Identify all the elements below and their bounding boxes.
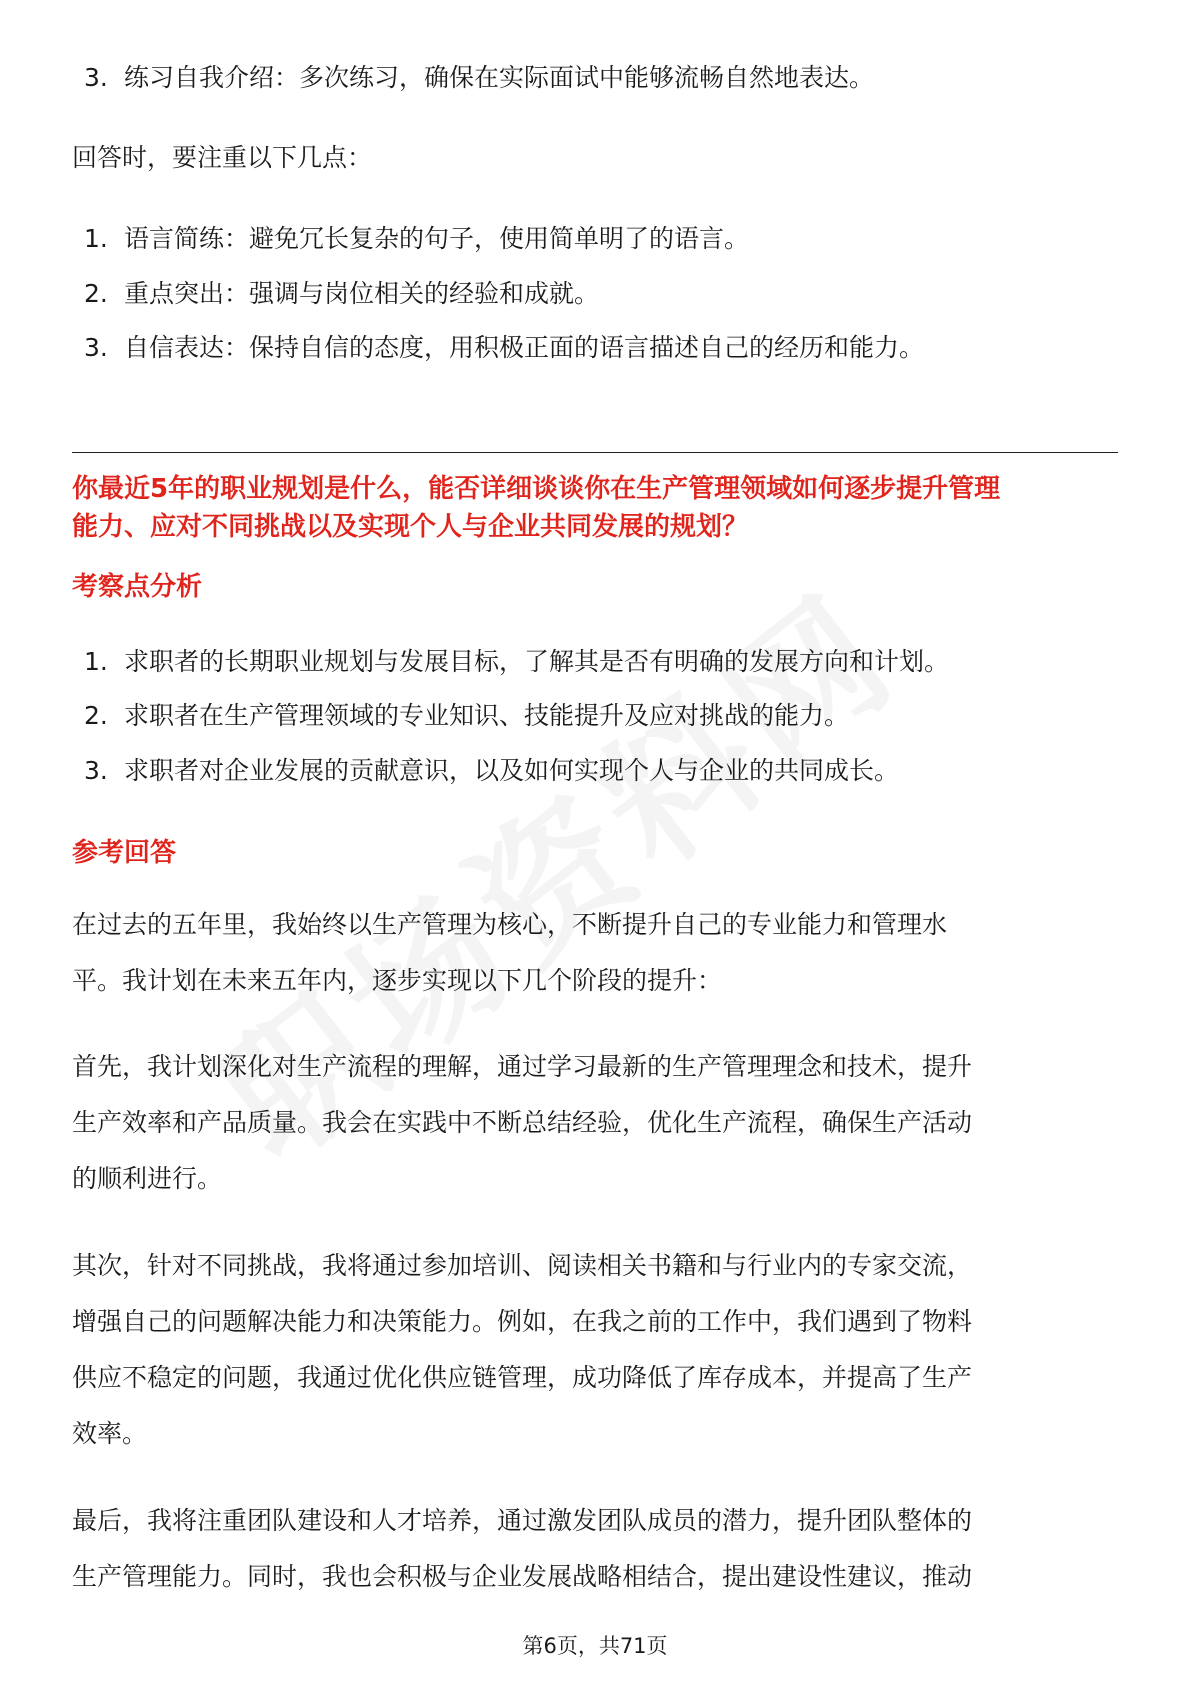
paragraph-line: 供应不稳定的问题，我通过优化供应链管理，成功降低了库存成本，并提高了生产 (72, 1363, 973, 1392)
paragraph-line: 其次，针对不同挑战，我将通过参加培训、阅读相关书籍和与行业内的专家交流， (72, 1251, 973, 1280)
list-text: 求职者的长期职业规划与发展目标，了解其是否有明确的发展方向和计划。 (124, 647, 950, 676)
list-text: 重点突出：强调与岗位相关的经验和成就。 (124, 279, 600, 308)
note-list-item (84, 277, 599, 311)
analysis-heading: 考察点分析 (72, 572, 203, 602)
note-list-item (84, 331, 924, 365)
answer-paragraph (72, 897, 947, 1009)
paragraph-line: 生产效率和产品质量。我会在实践中不断总结经验，优化生产流程，确保生产活动 (72, 1108, 973, 1137)
list-text: 语言简练：避免冗长复杂的句子，使用简单明了的语言。 (124, 224, 750, 253)
analysis-list-item (84, 699, 849, 733)
note-list-item (84, 222, 749, 256)
list-number: 2. (84, 279, 108, 308)
list-number: 1. (84, 224, 108, 253)
analysis-list-item (84, 645, 949, 679)
section-divider (72, 452, 1118, 453)
note-intro (72, 130, 372, 186)
analysis-list-item (84, 754, 899, 788)
paragraph-line: 平。我计划在未来五年内，逐步实现以下几个阶段的提升： (72, 966, 723, 995)
list-number: 2. (84, 701, 108, 730)
page-number-footer: 第6页，共71页 (522, 1634, 668, 1658)
question-title (72, 470, 1000, 546)
list-text: 求职者对企业发展的贡献意识，以及如何实现个人与企业的共同成长。 (124, 756, 900, 785)
answer-heading: 参考回答 (72, 838, 177, 868)
paragraph-line: 生产管理能力。同时，我也会积极与企业发展战略相结合，提出建设性建议，推动 (72, 1562, 973, 1591)
paragraph-line: 增强自己的问题解决能力和决策能力。例如，在我之前的工作中，我们遇到了物料 (72, 1307, 973, 1336)
list-text: 自信表达：保持自信的态度，用积极正面的语言描述自己的经历和能力。 (124, 333, 925, 362)
paragraph-line: 的顺利进行。 (72, 1164, 223, 1193)
paragraph-line: 首先，我计划深化对生产流程的理解，通过学习最新的生产管理理念和技术，提升 (72, 1052, 973, 1081)
answer-paragraph (72, 1039, 972, 1207)
paragraph-line: 在过去的五年里，我始终以生产管理为核心，不断提升自己的专业能力和管理水 (72, 910, 948, 939)
list-number: 3. (84, 333, 108, 362)
list-number: 3. (84, 63, 108, 92)
list-number: 1. (84, 647, 108, 676)
top-list-item (84, 61, 874, 95)
list-text: 求职者在生产管理领域的专业知识、技能提升及应对挑战的能力。 (124, 701, 850, 730)
paragraph-line: 最后，我将注重团队建设和人才培养，通过激发团队成员的潜力，提升团队整体的 (72, 1506, 973, 1535)
list-number: 3. (84, 756, 108, 785)
paragraph-line: 回答时，要注重以下几点： (72, 143, 373, 172)
document-page (72, 0, 1118, 1684)
question-line: 能力、应对不同挑战以及实现个人与企业共同发展的规划？ (72, 512, 749, 542)
paragraph-line: 效率。 (72, 1419, 148, 1448)
list-text: 练习自我介绍：多次练习，确保在实际面试中能够流畅自然地表达。 (124, 63, 875, 92)
answer-paragraph (72, 1238, 972, 1462)
question-line: 你最近5年的职业规划是什么，能否详细谈谈你在生产管理领域如何逐步提升管理 (72, 474, 1001, 504)
answer-paragraph (72, 1493, 972, 1605)
